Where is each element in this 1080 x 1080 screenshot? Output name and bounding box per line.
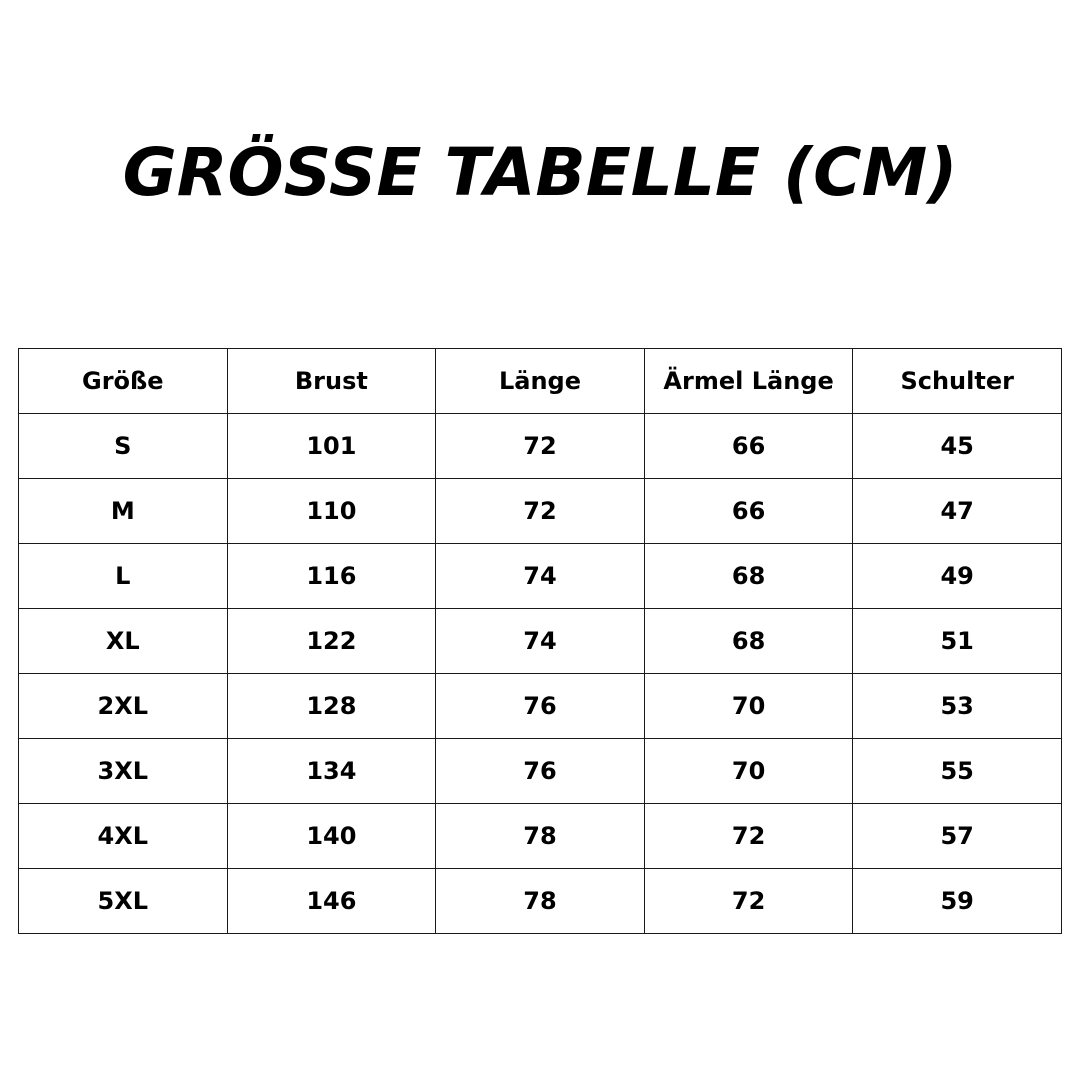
- header-laenge: Länge: [436, 349, 645, 414]
- table-cell: 122: [227, 609, 436, 674]
- table-cell: 78: [436, 869, 645, 934]
- table-cell: 78: [436, 804, 645, 869]
- table-cell: 45: [853, 414, 1062, 479]
- table-cell: 146: [227, 869, 436, 934]
- table-cell: 68: [644, 544, 853, 609]
- table-cell: 72: [644, 804, 853, 869]
- table-cell: 70: [644, 739, 853, 804]
- table-cell: 66: [644, 414, 853, 479]
- table-cell: 74: [436, 609, 645, 674]
- table-cell: 68: [644, 609, 853, 674]
- header-aermel-laenge: Ärmel Länge: [644, 349, 853, 414]
- table-cell: 2XL: [19, 674, 228, 739]
- table-cell: 53: [853, 674, 1062, 739]
- table-cell: 74: [436, 544, 645, 609]
- page-title: GRÖSSE TABELLE (CM): [122, 134, 958, 211]
- table-cell: 51: [853, 609, 1062, 674]
- table-cell: 76: [436, 674, 645, 739]
- table-cell: 55: [853, 739, 1062, 804]
- header-groesse: Größe: [19, 349, 228, 414]
- table-cell: XL: [19, 609, 228, 674]
- table-cell: S: [19, 414, 228, 479]
- table-cell: L: [19, 544, 228, 609]
- table-cell: 49: [853, 544, 1062, 609]
- table-cell: 70: [644, 674, 853, 739]
- table-row: [19, 739, 1062, 804]
- header-brust: Brust: [227, 349, 436, 414]
- table-cell: 57: [853, 804, 1062, 869]
- table-cell: 116: [227, 544, 436, 609]
- table-row: [19, 804, 1062, 869]
- table-cell: M: [19, 479, 228, 544]
- table-cell: 134: [227, 739, 436, 804]
- table-cell: 76: [436, 739, 645, 804]
- table-header-row: [19, 349, 1062, 414]
- table-cell: 47: [853, 479, 1062, 544]
- table-cell: 140: [227, 804, 436, 869]
- table-cell: 128: [227, 674, 436, 739]
- header-schulter: Schulter: [853, 349, 1062, 414]
- table-row: [19, 544, 1062, 609]
- table-row: [19, 674, 1062, 739]
- table-cell: 72: [436, 479, 645, 544]
- table-cell: 5XL: [19, 869, 228, 934]
- table-cell: 72: [644, 869, 853, 934]
- size-table: [18, 348, 1062, 934]
- table-cell: 66: [644, 479, 853, 544]
- table-cell: 59: [853, 869, 1062, 934]
- table-row: [19, 414, 1062, 479]
- table-cell: 110: [227, 479, 436, 544]
- table-row: [19, 869, 1062, 934]
- table-cell: 4XL: [19, 804, 228, 869]
- table-cell: 3XL: [19, 739, 228, 804]
- table-row: [19, 479, 1062, 544]
- table-cell: 72: [436, 414, 645, 479]
- table-cell: 101: [227, 414, 436, 479]
- table-row: [19, 609, 1062, 674]
